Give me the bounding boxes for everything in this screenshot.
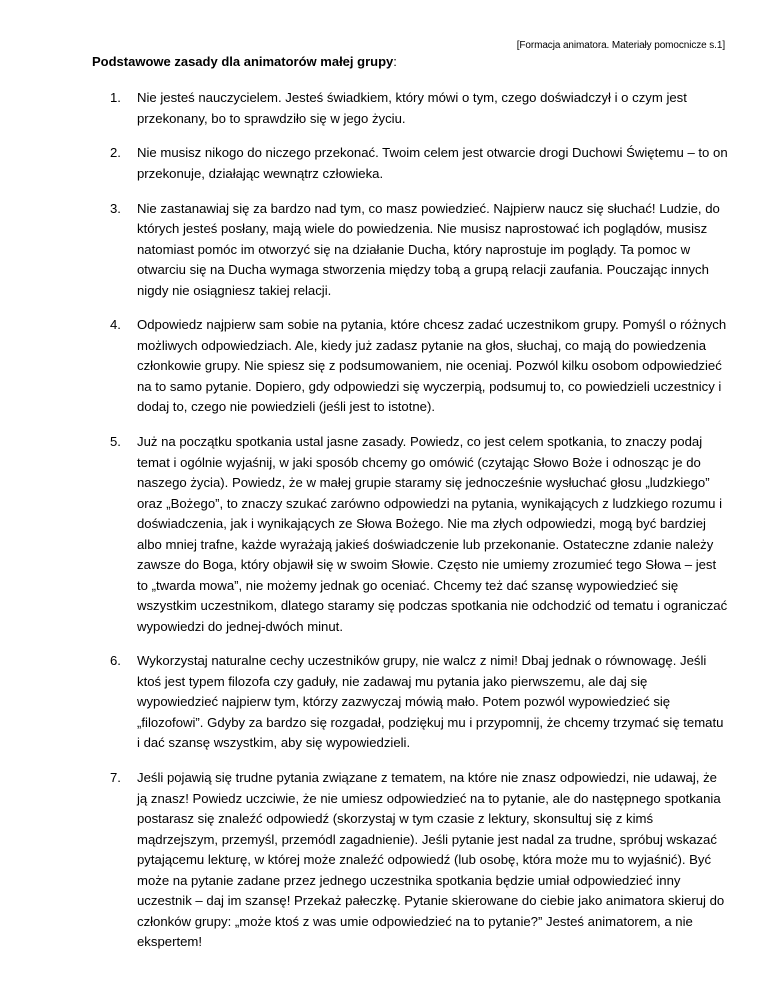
rule-item xyxy=(110,768,730,953)
rule-number: 1. xyxy=(110,90,121,105)
rule-item xyxy=(110,143,730,184)
rule-item xyxy=(110,315,730,418)
rule-number: 3. xyxy=(110,200,121,216)
rule-number: 6. xyxy=(110,653,121,669)
rule-number: 5. xyxy=(110,434,121,450)
rule-text: Nie zastanawiaj się za bardzo nad tym, co masz powiedzieć. Najpierw naucz się słuchać! Ludzie, do których jesteś posłany, mają wiele do powiedzenia. Nie musisz naprostować ich poglądów, musisz natomiast pomóc im otworzyć się na działanie Ducha, który naprostuje im poglądy. Ta pomoc w otwarciu się na Ducha wymaga stworzenia między tobą a grupą relacji zaufania. Pouczając innych nigdy nie osiągniesz takiej relacji. xyxy=(137,200,720,298)
rule-item xyxy=(110,88,730,129)
rule-item xyxy=(110,199,730,302)
rule-number: 2. xyxy=(110,145,121,161)
rule-item xyxy=(110,651,730,754)
rule-text: Jeśli pojawią się trudne pytania związane z tematem, na które nie znasz odpowiedzi, nie udawaj, że ją znasz! Powiedz uczciwie, że nie umiesz odpowiedzieć na to pytanie, ale do następnego spotkania postarasz się znaleźć odpowiedź (skorzystaj w tym czasie z lektury, skonsultuj się z kimś mądrzejszym, przemyśl, przemódl zagadnienie). Jeśli pytanie jest nadal za trudne, spróbuj wskazać pytającemu lekturę, w której może znaleźć odpowiedź (lub osobę, która może mu to wyjaśnić). Być może na pytanie zadane przez jednego uczestnika spotkania będzie umiał odpowiedzieć inny uczestnik – daj im szansę! Przekaż pałeczkę. Pytanie skierowane do ciebie jako animatora skieruj do członków grupy: „może ktoś z was umie odpowiedzieć na to pytanie?” Jesteś animatorem, a nie ekspertem! xyxy=(137,770,725,950)
document-title-suffix: : xyxy=(393,54,397,69)
document-title xyxy=(92,54,397,69)
rule-text: Odpowiedz najpierw sam sobie na pytania, które chcesz zadać uczestnikom grupy. Pomyśl o różnych możliwych odpowiedziach. Ale, kiedy już zadasz pytanie na głos, słuchaj, co mają do powiedzenia członkowie grupy. Nie spiesz się z podsumowaniem, nie oceniaj. Pozwól kilku osobom odpowiedzieć na to samo pytanie. Dopiero, gdy odpowiedzi się wyczerpią, podsumuj to, co powiedzieli uczestnicy i dodaj to, czego nie powiedzieli (jeśli jest to istotne). xyxy=(137,317,727,415)
rule-text: Nie musisz nikogo do niczego przekonać. Twoim celem jest otwarcie drogi Duchowi Świętemu – to on przekonuje, działając wewnątrz człowieka. xyxy=(137,145,728,181)
rule-item xyxy=(110,432,730,637)
rule-number: 4. xyxy=(110,317,121,333)
rule-text: Wykorzystaj naturalne cechy uczestników grupy, nie walcz z nimi! Dbaj jednak o równowagę. Jeśli ktoś jest typem filozofa czy gaduły, nie zadawaj mu pytania jako pierwszemu, ale daj się wypowiedzieć najpierw tym, którzy zazwyczaj mówią mało. Potem pozwól wypowiedzieć się „filozofowi”. Gdyby za bardzo się rozgadał, podziękuj mu i przypomnij, że chcemy trzymać się tematu i dać szansę wszystkim, aby się wypowiedzieli. xyxy=(137,653,724,751)
rule-text: Już na początku spotkania ustal jasne zasady. Powiedz, co jest celem spotkania, to znaczy podaj temat i ogólnie wyjaśnij, w jaki sposób chcemy go omówić (czytając Słowo Boże i odnosząc je do naszego życia). Powiedz, że w małej grupie staramy się jednocześnie wysłuchać głosu „ludzkiego” oraz „Bożego”, to znaczy szukać zarówno odpowiedzi na pytania, wynikających z ludzkiego rozumu i doświadczenia, jak i wynikających ze Słowa Bożego. Nie ma złych odpowiedzi, mogą być bardziej albo mniej trafne, każde wyrażają jakieś doświadczenie lub przekonanie. Ostateczne zdanie należy zawsze do Boga, który objawił się w swoim Słowie. Często nie umiemy zrozumieć tego Słowa – jest to „twarda mowa”, nie możemy jednak go oceniać. Chcemy też dać szansę wypowiedzieć się wszystkim uczestnikom, dlatego staramy się podczas spotkania nie odchodzić od tematu i ograniczać wypowiedzi do jednej-dwóch minut. xyxy=(137,434,728,634)
rule-text: Nie jesteś nauczycielem. Jesteś świadkiem, który mówi o tym, czego doświadczył i o czym jest przekonany, bo to sprawdziło się w jego życiu. xyxy=(137,90,687,126)
rule-number: 7. xyxy=(110,770,121,786)
header-note: [Formacja animatora. Materiały pomocnicze s.1] xyxy=(516,40,725,51)
rules-list xyxy=(110,88,730,967)
document-title-bold: Podstawowe zasady dla animatorów małej grupy xyxy=(92,54,394,69)
